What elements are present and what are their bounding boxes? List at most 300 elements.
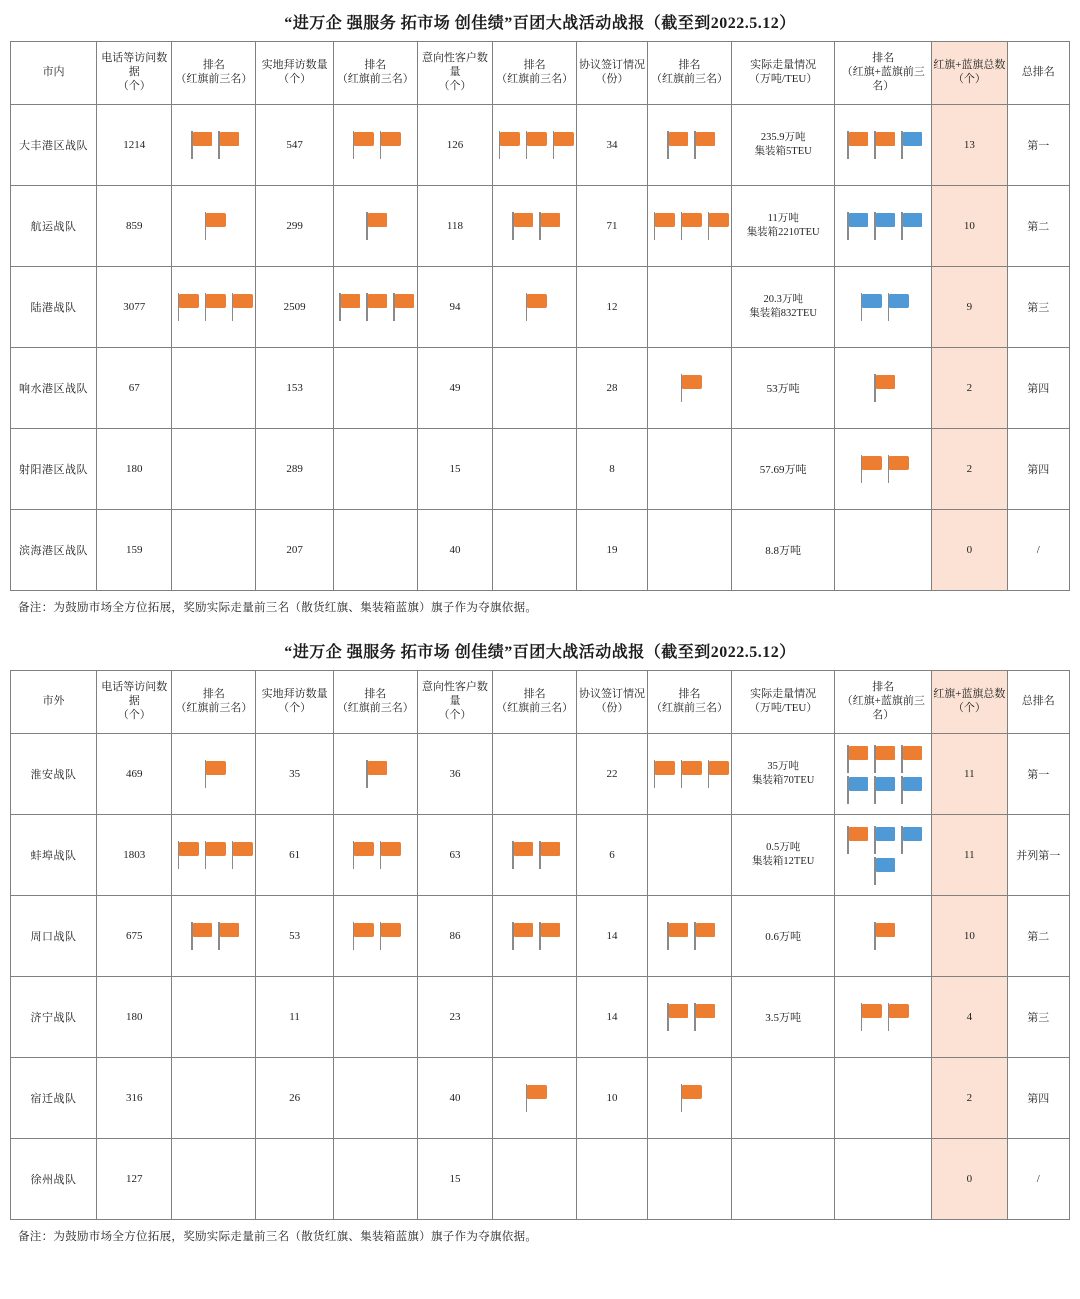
flag-cloth <box>849 213 868 227</box>
blue-flag-icon <box>897 211 923 241</box>
rank-flags-cell <box>172 429 256 510</box>
flag-cloth <box>876 746 895 760</box>
column-header: 实地拜访数量 （个） <box>256 42 333 105</box>
calls-cell: 159 <box>97 510 172 591</box>
overall-rank-cell: 第三 <box>1007 267 1070 348</box>
flag-group <box>649 211 730 241</box>
flag-cloth <box>889 294 908 308</box>
table-row <box>11 510 1070 591</box>
red-flag-icon <box>677 211 703 241</box>
calls-cell: 316 <box>97 1058 172 1139</box>
team-name-cell: 蚌埠战队 <box>11 815 97 896</box>
volume-text: 20.3万吨 集装箱832TEU <box>749 293 817 319</box>
rank-flags-cell <box>333 734 417 815</box>
clients-cell: 94 <box>417 267 492 348</box>
clients-cell: 126 <box>417 105 492 186</box>
flag-group <box>837 211 929 241</box>
flag-group <box>649 1002 730 1032</box>
agreements-cell: 71 <box>577 186 648 267</box>
red-flag-icon <box>843 744 869 774</box>
blue-flag-icon <box>870 211 896 241</box>
flag-cloth <box>179 294 198 308</box>
column-header: 红旗+蓝旗总数 （个） <box>932 671 1007 734</box>
rank-flags-cell <box>333 896 417 977</box>
column-header: 意向性客户数量 （个） <box>417 42 492 105</box>
flag-cloth <box>862 456 881 470</box>
flag-cloth <box>876 858 895 872</box>
table-row <box>11 1058 1070 1139</box>
rank-flags-cell <box>333 348 417 429</box>
flag-cloth <box>903 827 922 841</box>
calls-cell: 675 <box>97 896 172 977</box>
rank-flags-cell <box>172 896 256 977</box>
table-title: “进万企 强服务 拓市场 创佳绩”百团大战活动战报（截至到2022.5.12） <box>284 15 796 32</box>
flag-group <box>837 921 929 951</box>
flag-cloth <box>368 761 387 775</box>
agreements-cell <box>577 1139 648 1220</box>
total-flags-cell: 2 <box>932 348 1007 429</box>
rank-flags-cell <box>172 815 256 896</box>
rank-flags-cell <box>835 977 932 1058</box>
flag-cloth <box>233 842 252 856</box>
team-name-cell: 滨海港区战队 <box>11 510 97 591</box>
total-flags-cell: 10 <box>932 896 1007 977</box>
agreements-cell: 10 <box>577 1058 648 1139</box>
column-header: 排名 （红旗前三名） <box>493 42 577 105</box>
overall-rank-cell: 第四 <box>1007 429 1070 510</box>
team-name-cell: 周口战队 <box>11 896 97 977</box>
rank-flags-cell <box>493 815 577 896</box>
red-flag-icon <box>522 292 548 322</box>
visits-cell: 207 <box>256 510 333 591</box>
visits-cell: 53 <box>256 896 333 977</box>
red-flag-icon <box>362 292 388 322</box>
flag-cloth <box>206 761 225 775</box>
flag-cloth <box>876 213 895 227</box>
visits-cell: 11 <box>256 977 333 1058</box>
table-row <box>11 186 1070 267</box>
flag-group <box>494 840 575 870</box>
overall-rank-cell: 第一 <box>1007 734 1070 815</box>
column-header: 意向性客户数量 （个） <box>417 671 492 734</box>
clients-cell: 118 <box>417 186 492 267</box>
volume-cell <box>732 734 835 815</box>
agreements-cell: 14 <box>577 896 648 977</box>
volume-text: 235.9万吨 集装箱5TEU <box>754 131 812 157</box>
column-header: 排名 （红旗前三名） <box>648 42 732 105</box>
flag-group <box>649 921 730 951</box>
column-header: 市外 <box>11 671 97 734</box>
clients-cell: 40 <box>417 1058 492 1139</box>
flag-cloth <box>514 213 533 227</box>
flag-cloth <box>862 294 881 308</box>
rank-flags-cell <box>333 105 417 186</box>
column-header: 电话等访问数据 （个） <box>97 42 172 105</box>
calls-cell: 3077 <box>97 267 172 348</box>
red-flag-icon <box>663 921 689 951</box>
red-flag-icon <box>214 130 240 160</box>
red-flag-icon <box>228 840 254 870</box>
agreements-cell: 12 <box>577 267 648 348</box>
rank-flags-cell <box>172 348 256 429</box>
flag-group <box>335 130 416 160</box>
red-flag-icon <box>677 759 703 789</box>
flag-cloth <box>849 827 868 841</box>
calls-cell: 469 <box>97 734 172 815</box>
sections-container <box>10 4 1070 1248</box>
red-flag-icon <box>187 130 213 160</box>
visits-cell: 299 <box>256 186 333 267</box>
flag-group <box>494 130 575 160</box>
flag-cloth <box>500 132 519 146</box>
flag-cloth <box>862 1004 881 1018</box>
flag-cloth <box>381 132 400 146</box>
red-flag-icon <box>704 211 730 241</box>
table-note: 备注：为鼓励市场全方位拓展，奖励实际走量前三名（散货红旗、集装箱蓝旗）旗子作为夺旗依据。 <box>18 1231 538 1243</box>
flag-group <box>173 921 254 951</box>
flag-group <box>649 759 730 789</box>
red-flag-icon <box>349 840 375 870</box>
clients-cell: 63 <box>417 815 492 896</box>
team-name-cell: 响水港区战队 <box>11 348 97 429</box>
table-row <box>11 105 1070 186</box>
flag-group <box>173 840 254 870</box>
column-header: 排名 （红旗前三名） <box>172 42 256 105</box>
red-flag-icon <box>884 454 910 484</box>
flag-cloth <box>341 294 360 308</box>
clients-cell: 36 <box>417 734 492 815</box>
red-flag-icon <box>349 921 375 951</box>
calls-cell: 180 <box>97 429 172 510</box>
column-header: 红旗+蓝旗总数 （个） <box>932 42 1007 105</box>
rank-flags-cell <box>648 348 732 429</box>
red-flag-icon <box>201 840 227 870</box>
flag-cloth <box>696 923 715 937</box>
column-header: 实际走量情况 （万吨/TEU） <box>732 671 835 734</box>
flag-group <box>837 130 929 160</box>
red-flag-icon <box>843 130 869 160</box>
blue-flag-icon <box>897 825 923 855</box>
section-spacer <box>10 619 1070 633</box>
flag-cloth <box>682 375 701 389</box>
calls-cell: 859 <box>97 186 172 267</box>
table-row <box>11 267 1070 348</box>
flag-cloth <box>889 456 908 470</box>
rank-flags-cell <box>648 896 732 977</box>
flag-cloth <box>541 923 560 937</box>
red-flag-icon <box>690 1002 716 1032</box>
flag-group <box>837 373 929 403</box>
rank-flags-cell <box>333 977 417 1058</box>
flag-group <box>335 211 416 241</box>
rank-flags-cell <box>333 1139 417 1220</box>
visits-cell: 289 <box>256 429 333 510</box>
column-header: 排名 （红旗前三名） <box>648 671 732 734</box>
rank-flags-cell <box>172 105 256 186</box>
calls-cell: 67 <box>97 348 172 429</box>
visits-cell <box>256 1139 333 1220</box>
overall-rank-cell: 第二 <box>1007 896 1070 977</box>
red-flag-icon <box>535 921 561 951</box>
blue-flag-icon <box>897 130 923 160</box>
red-flag-icon <box>857 1002 883 1032</box>
agreements-cell: 8 <box>577 429 648 510</box>
rank-flags-cell <box>493 896 577 977</box>
flag-cloth <box>381 923 400 937</box>
table-row <box>11 429 1070 510</box>
red-flag-icon <box>495 130 521 160</box>
volume-text: 0.5万吨 集装箱12TEU <box>751 841 815 867</box>
team-name-cell: 宿迁战队 <box>11 1058 97 1139</box>
flag-group <box>335 292 416 322</box>
flag-cloth <box>669 1004 688 1018</box>
column-header: 实地拜访数量 （个） <box>256 671 333 734</box>
rank-flags-cell <box>835 1139 932 1220</box>
flag-group <box>837 1002 929 1032</box>
red-flag-icon <box>870 373 896 403</box>
flag-group <box>837 292 929 322</box>
red-flag-icon <box>508 921 534 951</box>
red-flag-icon <box>870 744 896 774</box>
blue-flag-icon <box>843 211 869 241</box>
red-flag-icon <box>677 373 703 403</box>
flag-cloth <box>682 761 701 775</box>
team-name-cell: 徐州战队 <box>11 1139 97 1220</box>
visits-cell: 26 <box>256 1058 333 1139</box>
total-flags-cell: 13 <box>932 105 1007 186</box>
flag-cloth <box>849 777 868 791</box>
flag-cloth <box>193 132 212 146</box>
volume-cell <box>732 186 835 267</box>
team-name-cell: 济宁战队 <box>11 977 97 1058</box>
total-flags-cell: 0 <box>932 1139 1007 1220</box>
rank-flags-cell <box>493 510 577 591</box>
flag-group <box>335 759 416 789</box>
rank-flags-cell <box>835 734 932 815</box>
visits-cell: 153 <box>256 348 333 429</box>
column-header: 排名 （红旗+蓝旗前三名） <box>835 671 932 734</box>
rank-flags-cell <box>835 105 932 186</box>
rank-flags-cell <box>835 815 932 896</box>
flag-cloth <box>395 294 414 308</box>
table-row <box>11 815 1070 896</box>
total-flags-cell: 9 <box>932 267 1007 348</box>
calls-cell: 1214 <box>97 105 172 186</box>
red-flag-icon <box>663 130 689 160</box>
red-flag-icon <box>201 292 227 322</box>
volume-cell <box>732 815 835 896</box>
column-header: 总排名 <box>1007 42 1070 105</box>
clients-cell: 23 <box>417 977 492 1058</box>
red-flag-icon <box>663 1002 689 1032</box>
rank-flags-cell <box>333 186 417 267</box>
rank-flags-cell <box>493 734 577 815</box>
table-row <box>11 977 1070 1058</box>
flag-cloth <box>849 746 868 760</box>
flag-cloth <box>233 294 252 308</box>
volume-text: 11万吨 集装箱2210TEU <box>746 212 820 238</box>
flag-cloth <box>669 132 688 146</box>
volume-cell: 0.6万吨 <box>732 896 835 977</box>
flag-group <box>335 840 416 870</box>
agreements-cell: 19 <box>577 510 648 591</box>
flag-cloth <box>903 746 922 760</box>
rank-flags-cell <box>648 734 732 815</box>
red-flag-icon <box>677 1083 703 1113</box>
red-flag-icon <box>174 292 200 322</box>
blue-flag-icon <box>897 775 923 805</box>
flag-cloth <box>354 923 373 937</box>
flag-cloth <box>709 761 728 775</box>
rank-flags-cell <box>172 1058 256 1139</box>
flag-cloth <box>179 842 198 856</box>
flag-cloth <box>682 1085 701 1099</box>
table-row <box>11 896 1070 977</box>
rank-flags-cell <box>648 510 732 591</box>
total-flags-cell: 10 <box>932 186 1007 267</box>
visits-cell: 547 <box>256 105 333 186</box>
red-flag-icon <box>535 211 561 241</box>
flag-cloth <box>527 1085 546 1099</box>
blue-flag-icon <box>884 292 910 322</box>
red-flag-icon <box>884 1002 910 1032</box>
blue-flag-icon <box>870 825 896 855</box>
rank-flags-cell <box>493 429 577 510</box>
report-table <box>10 670 1070 1220</box>
rank-flags-cell <box>333 1058 417 1139</box>
red-flag-icon <box>214 921 240 951</box>
flag-cloth <box>541 842 560 856</box>
overall-rank-cell: / <box>1007 510 1070 591</box>
flag-cloth <box>876 923 895 937</box>
flag-cloth <box>527 132 546 146</box>
volume-cell: 57.69万吨 <box>732 429 835 510</box>
flag-cloth <box>696 1004 715 1018</box>
rank-flags-cell <box>493 186 577 267</box>
flag-cloth <box>206 213 225 227</box>
rank-flags-cell <box>333 815 417 896</box>
flag-group <box>837 744 929 805</box>
red-flag-icon <box>349 130 375 160</box>
flag-group <box>494 292 575 322</box>
volume-cell <box>732 1139 835 1220</box>
report-table <box>10 41 1070 591</box>
rank-flags-cell <box>648 267 732 348</box>
flag-group <box>173 211 254 241</box>
flag-cloth <box>554 132 573 146</box>
total-flags-cell: 2 <box>932 429 1007 510</box>
red-flag-icon <box>187 921 213 951</box>
rank-flags-cell <box>172 734 256 815</box>
red-flag-icon <box>704 759 730 789</box>
rank-flags-cell <box>835 1058 932 1139</box>
column-header: 电话等访问数据 （个） <box>97 671 172 734</box>
flag-group <box>335 921 416 951</box>
table-row <box>11 1139 1070 1220</box>
flag-cloth <box>368 294 387 308</box>
total-flags-cell: 4 <box>932 977 1007 1058</box>
table-header-row <box>11 42 1070 105</box>
rank-flags-cell <box>493 1058 577 1139</box>
red-flag-icon <box>228 292 254 322</box>
agreements-cell: 28 <box>577 348 648 429</box>
rank-flags-cell <box>493 1139 577 1220</box>
flag-cloth <box>354 132 373 146</box>
overall-rank-cell: 第一 <box>1007 105 1070 186</box>
column-header: 总排名 <box>1007 671 1070 734</box>
volume-cell <box>732 267 835 348</box>
red-flag-icon <box>376 840 402 870</box>
rank-flags-cell <box>835 186 932 267</box>
volume-cell: 8.8万吨 <box>732 510 835 591</box>
overall-rank-cell: 第四 <box>1007 1058 1070 1139</box>
rank-flags-cell <box>835 896 932 977</box>
rank-flags-cell <box>648 429 732 510</box>
table-title: “进万企 强服务 拓市场 创佳绩”百团大战活动战报（截至到2022.5.12） <box>284 644 796 661</box>
visits-cell: 2509 <box>256 267 333 348</box>
overall-rank-cell: 第四 <box>1007 348 1070 429</box>
red-flag-icon <box>535 840 561 870</box>
red-flag-icon <box>201 759 227 789</box>
rank-flags-cell <box>493 267 577 348</box>
clients-cell: 40 <box>417 510 492 591</box>
flag-cloth <box>655 761 674 775</box>
volume-cell: 3.5万吨 <box>732 977 835 1058</box>
volume-cell <box>732 105 835 186</box>
red-flag-icon <box>508 211 534 241</box>
red-flag-icon <box>376 921 402 951</box>
table-note: 备注：为鼓励市场全方位拓展，奖励实际走量前三名（散货红旗、集装箱蓝旗）旗子作为夺旗依据。 <box>18 602 538 614</box>
team-name-cell: 陆港战队 <box>11 267 97 348</box>
rank-flags-cell <box>172 267 256 348</box>
rank-flags-cell <box>333 429 417 510</box>
flag-cloth <box>903 132 922 146</box>
flag-cloth <box>876 827 895 841</box>
blue-flag-icon <box>870 775 896 805</box>
column-header: 排名 （红旗前三名） <box>333 671 417 734</box>
column-header: 协议签订情况 （份） <box>577 671 648 734</box>
rank-flags-cell <box>172 186 256 267</box>
calls-cell: 127 <box>97 1139 172 1220</box>
red-flag-icon <box>335 292 361 322</box>
red-flag-icon <box>362 211 388 241</box>
red-flag-icon <box>690 130 716 160</box>
flag-cloth <box>876 777 895 791</box>
table-row <box>11 348 1070 429</box>
flag-cloth <box>527 294 546 308</box>
red-flag-icon <box>522 1083 548 1113</box>
rank-flags-cell <box>648 186 732 267</box>
rank-flags-cell <box>333 267 417 348</box>
rank-flags-cell <box>493 105 577 186</box>
column-header: 实际走量情况 （万吨/TEU） <box>732 42 835 105</box>
flag-cloth <box>541 213 560 227</box>
red-flag-icon <box>857 454 883 484</box>
red-flag-icon <box>201 211 227 241</box>
rank-flags-cell <box>172 510 256 591</box>
flag-group <box>837 825 929 886</box>
overall-rank-cell: / <box>1007 1139 1070 1220</box>
rank-flags-cell <box>648 815 732 896</box>
blue-flag-icon <box>870 856 896 886</box>
clients-cell: 15 <box>417 1139 492 1220</box>
flag-cloth <box>514 842 533 856</box>
column-header: 市内 <box>11 42 97 105</box>
flag-cloth <box>206 842 225 856</box>
overall-rank-cell: 第二 <box>1007 186 1070 267</box>
team-name-cell: 航运战队 <box>11 186 97 267</box>
flag-cloth <box>368 213 387 227</box>
